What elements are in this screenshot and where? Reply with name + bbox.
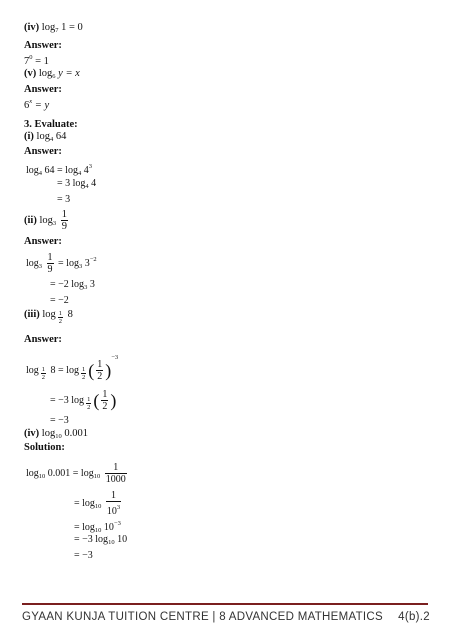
question-ii [24, 209, 70, 232]
answer-rest: = y [34, 100, 50, 111]
solution-i-line-3: = 3 [57, 194, 71, 205]
log-base: 4 [49, 136, 54, 143]
footer-title: GYAAN KUNJA TUITION CENTRE | 8 ADVANCED MATHEMATICS [22, 611, 383, 623]
power-exponent: x [29, 98, 33, 105]
question-number: (i) [24, 131, 34, 142]
question-number: (iv) [24, 22, 40, 33]
page-number: 4(b).2 [398, 611, 430, 623]
question-iv-b [24, 428, 88, 443]
question-number: (ii) [24, 214, 37, 226]
expression-rest: 0.001 [64, 428, 88, 439]
log-text: log [41, 428, 56, 439]
question-number: (iii) [24, 309, 40, 320]
question-number: (v) [24, 68, 37, 79]
question-iv-a [24, 22, 83, 37]
expression-rest: 1 = 0 [61, 22, 83, 33]
footer-divider [22, 603, 428, 605]
solution-iii-line-3: = −3 [50, 415, 69, 426]
answer-label: Answer: [24, 236, 62, 247]
log-base: 6 [52, 73, 56, 80]
solution-ii-line-1: $\log_3$ $\frac{1}{9}$ = $\log_3 3^{-2}$ [26, 252, 97, 275]
expression-rest: y = x [58, 68, 80, 79]
question-number: (iv) [24, 428, 40, 439]
solution-iv-line-4: = −3 $\log_{10} 10$ [74, 534, 128, 546]
log-base: 3 [52, 219, 57, 227]
log-text: log [42, 309, 56, 320]
power-exponent: 0 [29, 54, 33, 61]
solution-iv-line-5: = −3 [74, 550, 93, 561]
answer-rest: = 1 [35, 56, 49, 67]
answer-iv-a [24, 52, 49, 68]
answer-label: Answer: [24, 146, 62, 157]
solution-ii-line-2: = −2 $\log_3 3$ [50, 279, 95, 291]
log-base-fraction: $\frac{1}{2}$ [58, 310, 63, 325]
log-text: log [41, 22, 56, 33]
answer-v [24, 96, 49, 112]
expression-rest: 8 [67, 309, 73, 320]
solution-iii-line-2: = −3 log $\frac{1}{2}$ ( $\frac{1}{2}$ ) [50, 389, 117, 412]
solution-ii-line-3: = −2 [50, 295, 69, 306]
solution-iii-line-1: log $\frac{1}{2}$ 8 = log $\frac{1}{2}$ ( $\frac{1}{2}$ )$^{-3}$ [26, 354, 119, 383]
power-base: 6 [24, 100, 30, 111]
section-heading: 3. Evaluate: [24, 119, 78, 130]
log-base: 7 [55, 27, 59, 34]
log-text: log [38, 68, 53, 79]
log-base: 10 [55, 433, 62, 440]
question-v [24, 68, 80, 83]
fraction: $\frac{1}{9}$ [61, 209, 67, 232]
expression-rest: 64 [55, 131, 67, 142]
question-i [24, 131, 66, 146]
page-footer [22, 611, 430, 623]
answer-label: Answer: [24, 84, 62, 95]
power-base: 7 [24, 56, 30, 67]
log-text: log [39, 214, 53, 226]
solution-iv-line-1: $\log_{10} 0.001 = \log_{10}$ $\frac{1}{1000}$ [26, 462, 126, 485]
answer-label: Answer: [24, 334, 62, 345]
answer-label: Answer: [24, 40, 62, 51]
question-iii [24, 309, 73, 325]
log-text: log [36, 131, 50, 142]
solution-label: Solution: [24, 442, 65, 453]
solution-iv-line-3: = $\log_{10} 10^{-3}$ [74, 520, 121, 534]
solution-iv-line-2: = $\log_{10}$ $\frac{1}{10^3}$ [74, 490, 121, 517]
solution-i-line-2: = 3 $\log_4 4$ [57, 178, 97, 190]
solution-i-line-1: $\log_4 64 = \log_4 4^3$ [26, 163, 92, 177]
